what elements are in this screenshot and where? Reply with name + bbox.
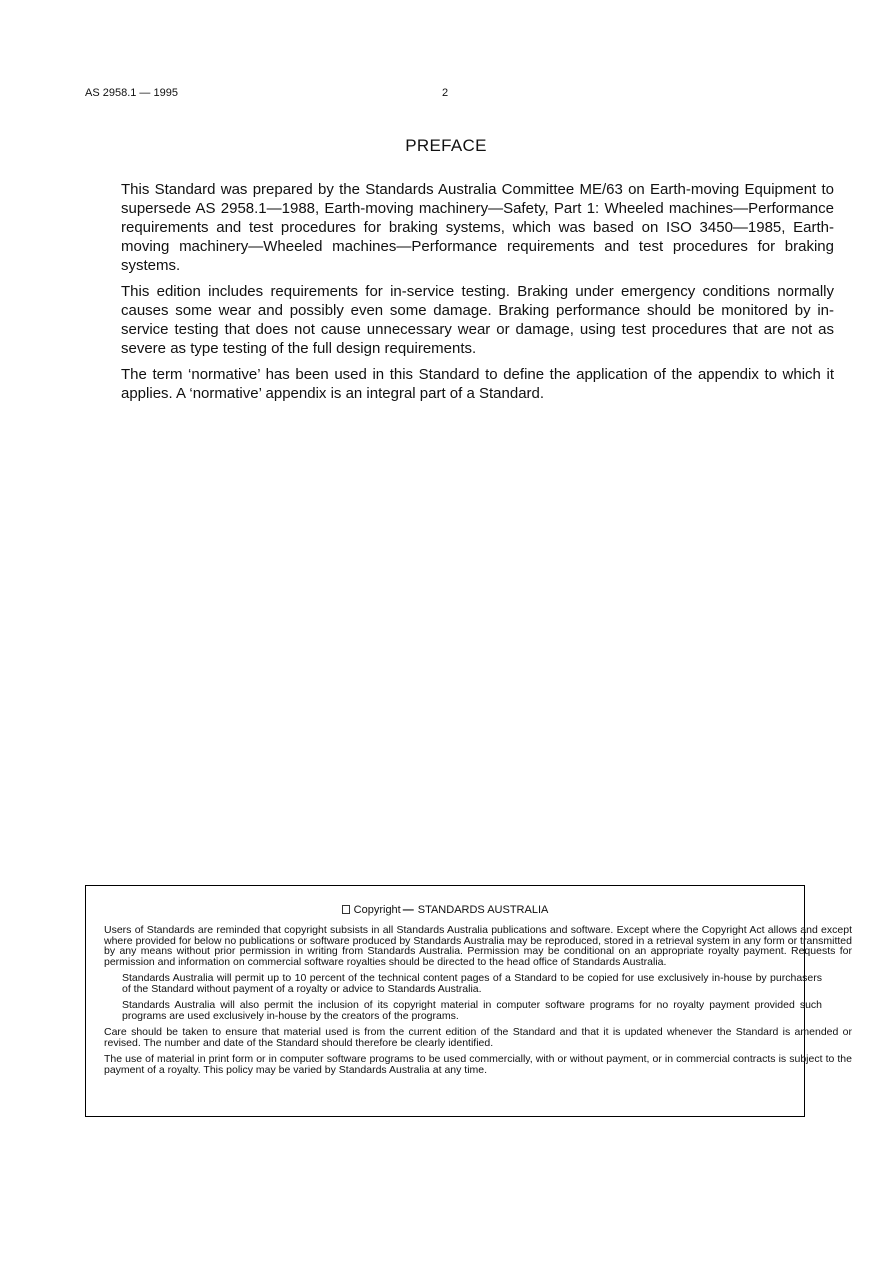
- preface-paragraph-supersession: This Standard was prepared by the Standards Australia Committee ME/63 on Earth-moving Equipment to supersede AS 2958.1—1988, Earth-moving machinery—Safety, Part 1: Wheeled machines—Performance requirements and test procedures for braking systems, which was based on ISO 3450—1985, Earth-moving machinery—Wheeled machines—Performance requirements and test procedures for braking systems.: [121, 181, 834, 274]
- copyright-label: Copyright: [353, 904, 401, 916]
- document-code: AS 2958.1 — 1995: [85, 87, 178, 99]
- copyright-holder: STANDARDS AUSTRALIA: [417, 904, 549, 916]
- copyright-paragraph-current-edition: Care should be taken to ensure that material used is from the current edition of the Standard and that it is updated whenever the Standard is amended or revised. The number and date of the Standard should therefore be clearly identified.: [104, 1026, 852, 1049]
- copyright-paragraph-reproduction: Users of Standards are reminded that copyright subsists in all Standards Australia publications and software. Except where the Copyright Act allows and except where provided for below no publications or software produced by Standards Australia may be reproduced, stored in a retrieval system in any form or transmitted by any means without prior permission in writing from Standards Australia. Permission may be conditional on an appropriate royalty payment. Requests for permission and information on commercial software royalties should be directed to the head office of Standards Australia.: [104, 924, 852, 968]
- preface-paragraph-in-service-testing: This edition includes requirements for in-service testing. Braking under emergency conditions normally causes some wear and possibly even some damage. Braking performance should be monitored by in-service testing that does not cause unnecessary wear or damage, using test procedures that are not as severe as type testing of the full design requirements.: [121, 283, 834, 357]
- preface-title: PREFACE: [405, 136, 487, 155]
- copyright-title: [104, 904, 786, 916]
- copyright-paragraph-software-inclusion: Standards Australia will also permit the inclusion of its copyright material in computer software programs for no royalty payment provided such programs are used exclusively in-house by the creators of the programs.: [122, 999, 822, 1022]
- preface-body: [121, 180, 834, 410]
- page-number: 2: [442, 87, 449, 99]
- preface-paragraph-normative: The term ‘normative’ has been used in this Standard to define the application of the appendix to which it applies. A ‘normative’ appendix is an integral part of a Standard.: [121, 366, 834, 402]
- running-header: [85, 87, 807, 101]
- copyright-paragraph-in-house-copying: Standards Australia will permit up to 10 percent of the technical content pages of a Standard to be copied for use exclusively in-house by purchasers of the Standard without payment of a royalty or advice to Standards Australia.: [122, 972, 822, 995]
- copyright-notice-box: [85, 885, 852, 1117]
- copyright-icon: [342, 905, 350, 914]
- copyright-paragraph-commercial-use: The use of material in print form or in computer software programs to be used commercially, with or without payment, or in commercial contracts is subject to the payment of a royalty. This policy may be varied by Standards Australia at any time.: [104, 1053, 852, 1076]
- copyright-dash: —: [402, 904, 414, 916]
